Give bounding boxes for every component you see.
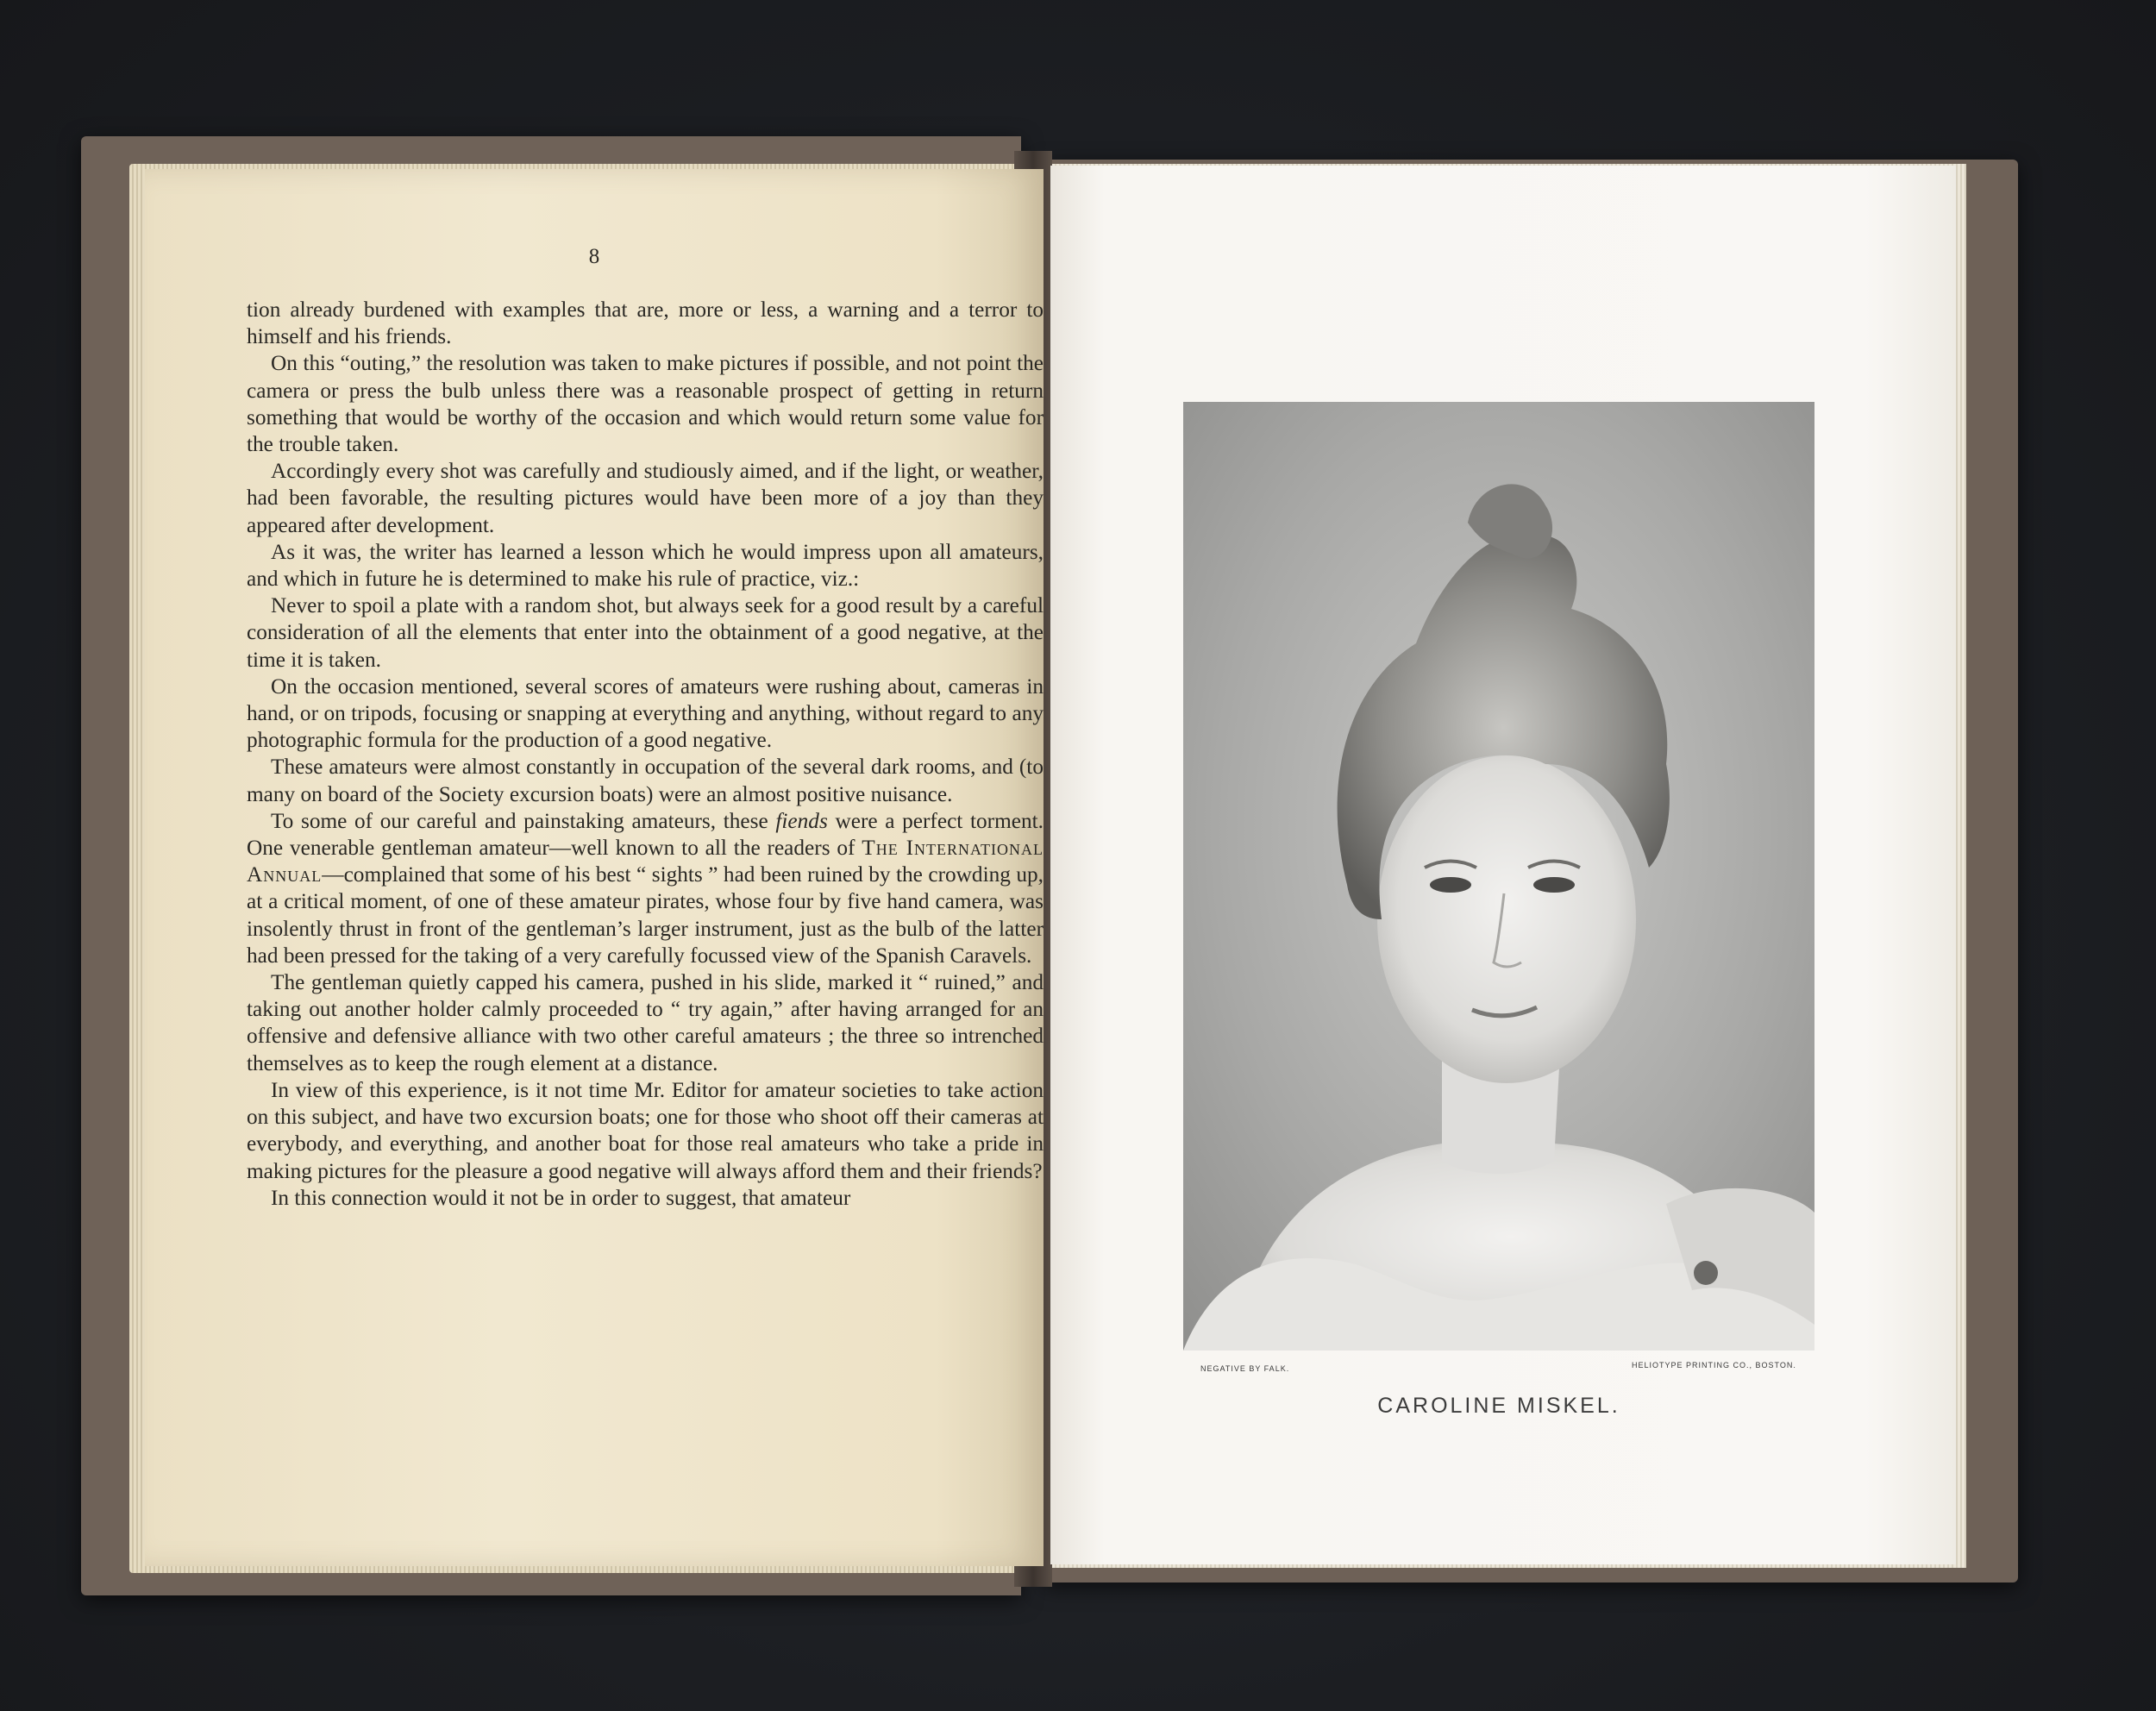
portrait-caption: CAROLINE MISKEL. [1377, 1394, 1620, 1418]
paragraph: Never to spoil a plate with a random shot, but always seek for a good result by a careful consideration of all the elements that enter into the obtainment of a good negative, at the time it is taken. [247, 593, 1044, 672]
text-run: To some of our careful and painstaking amateurs, these [271, 808, 776, 833]
paragraph: On this “outing,” the resolution was taken to make pictures if possible, and not point the camera or press the bulb unless there was a reasonable prospect of getting in return something that would be worthy of the occasion and which would return some value for the trouble taken. [247, 351, 1044, 457]
paragraph: As it was, the writer has learned a lesson which he would impress upon all amateurs, and which in future he is determined to make his rule of practice, viz.: [247, 539, 1044, 592]
paragraph: In this connection would it not be in order to suggest, that amateur [271, 1185, 851, 1210]
italic-word: fiends [775, 808, 828, 833]
paragraph-fiends [247, 808, 1044, 969]
paragraph: These amateurs were almost constantly in occupation of the several dark rooms, and (to many on board of the Society excursion boats) were an almost positive nuisance. [247, 755, 1044, 806]
text-run: —complained that some of his best “ sights ” had been ruined by the crowding up, at a critical moment, of one of these amateur pirates, whose four by five hand camera, was insolently thrust in front of the gentleman’s larger instrument, just as the bulb of the latter had been pressed for the taking of a very carefully focussed view of the Spanish Caravels. [247, 862, 1044, 968]
paragraph: The gentleman quietly capped his camera, pushed in his slide, marked it “ ruined,” and taking out another holder calmly proceeded to “ try again,” after having arranged for an offensive and defensive alliance with two other careful amateurs ; the three so intrenched themselves as to keep the rough element at a distance. [247, 970, 1044, 1075]
portrait-image [1183, 402, 1814, 1351]
left-page [145, 169, 1044, 1566]
page-number: 8 [588, 245, 600, 268]
paragraph: On the occasion mentioned, several scores of amateurs were rushing about, cameras in hand, or on tripods, focusing or snapping at everything and anything, without regard to any photographic formula for the production of a good negative. [247, 674, 1044, 753]
body-text [247, 297, 1044, 1212]
text-run: were a perfect torment. One venerable gentleman amateur—well known to all the readers of [247, 808, 1044, 861]
paragraph: Accordingly every shot was carefully and studiously aimed, and if the light, or weather, had been favorable, the resulting pictures would have been more of a joy than they appeared after development. [247, 459, 1044, 537]
printer-credit: HELIOTYPE PRINTING CO., BOSTON. [1632, 1361, 1796, 1369]
paragraph: tion already burdened with examples that are, more or less, a warning and a terror to himself and his friends. [247, 298, 1044, 349]
paragraph: In view of this experience, is it not time Mr. Editor for amateur societies to take action on this subject, and have two excursion boats; one for those who shoot off their cameras at everybody, and everything, and another boat for those real amateurs who take a pride in making pictures for the pleasure a good negative will always afford them and their friends? [247, 1077, 1044, 1183]
negative-credit: NEGATIVE BY FALK. [1200, 1364, 1290, 1373]
publication-title: The International Annual [247, 836, 1044, 887]
portrait-photograph [1183, 402, 1814, 1351]
